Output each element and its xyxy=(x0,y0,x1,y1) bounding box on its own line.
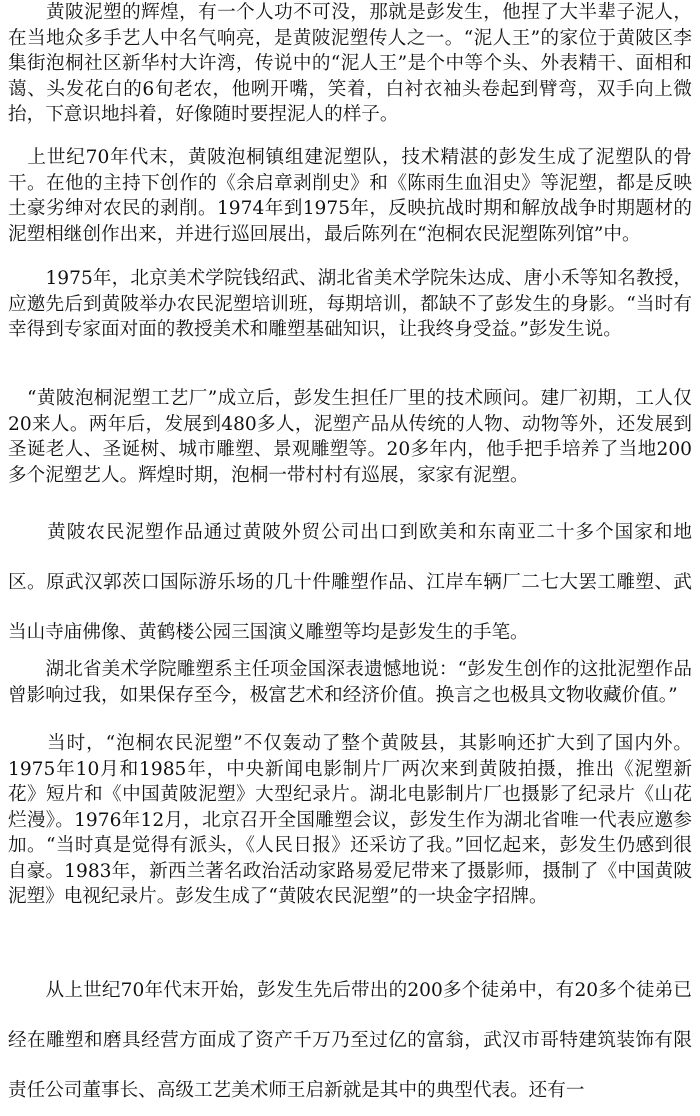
paragraph-factory-founding: “黄陂泡桐泥塑工艺厂”成立后，彭发生担任厂里的技术顾问。建厂初期，工人仅20来人。两年后，发展到480多人，泥塑产品从传统的人物、动物等外，还发展到圣诞老人、圣诞树、城市雕塑、景观雕塑等。20多年内，他手把手培养了当地200多个泥塑艺人。辉煌时期，泡桐一带村村有巡展，家家有泥塑。 xyxy=(8,388,692,486)
paragraph-1970s-sculpture-team: 上世纪70年代末，黄陂泡桐镇组建泥塑队，技术精湛的彭发生成了泥塑队的骨干。在他的主持下创作的《余启章剥削史》和《陈雨生血泪史》等泥塑，都是反映土豪劣绅对农民的剥削。1974年到1975年，反映抗战时期和解放战争时期题材的泥塑相继创作出来，并进行巡回展出，最后陈列在“泡桐农民泥塑陈列馆”中。 xyxy=(8,147,692,245)
paragraph-national-influence: 当时，“泡桐农民泥塑”不仅轰动了整个黄陂县，其影响还扩大到了国内外。1975年10月和1985年，中央新闻电影制片厂两次来到黄陂拍摄，推出《泥塑新花》短片和《中国黄陂泥塑》大型纪录片。湖北电影制片厂也摄影了纪录片《山花烂漫》。1976年12月，北京召开全国雕塑会议，彭发生作为湖北省唯一代表应邀参加。“当时真是觉得有派头，《人民日报》还采访了我。”回忆起来，彭发生仍感到很自豪。1983年，新西兰著名政治活动家路易爱尼带来了摄影师，摄制了《中国黄陂泥塑》电视纪录片。彭发生成了“黄陂农民泥塑”的一块金字招牌。 xyxy=(8,733,692,907)
paragraph-apprentices: 从上世纪70年代末开始，彭发生先后带出的200多个徒弟中，有20多个徒弟已经在雕塑和磨具经营方面成了资产千万乃至过亿的富翁，武汉市哥特建筑装饰有限责任公司董事长、高级工艺美术师王启新就是其中的典型代表。还有一 xyxy=(8,980,692,1101)
paragraph-1975-training: 1975年，北京美术学院钱绍武、湖北省美术学院朱达成、唐小禾等知名教授，应邀先后到黄陂举办农民泥塑培训班，每期培训，都缺不了彭发生的身影。“当时有幸得到专家面对面的教授美术和雕塑基础知识，让我终身受益。”彭发生说。 xyxy=(8,268,692,340)
paragraph-exports: 黄陂农民泥塑作品通过黄陂外贸公司出口到欧美和东南亚二十多个国家和地区。原武汉郭茨口国际游乐场的几十件雕塑作品、江岸车辆厂二七大罢工雕塑、武当山寺庙佛像、黄鹤楼公园三国演义雕塑等均是彭发生的手笔。 xyxy=(8,522,692,643)
paragraph-peng-fasheng-intro: 黄陂泥塑的辉煌，有一个人功不可没，那就是彭发生，他捏了大半辈子泥人，在当地众多手艺人中名气响亮，是黄陂泥塑传人之一。“泥人王”的家位于黄陂区李集街泡桐社区新华村大许湾，传说中的“泥人王”是个中等个头、外表精干、面相和蔼、头发花白的6旬老农，他咧开嘴，笑着，白衬衣袖头卷起到臂弯，双手向上微抬，下意识地抖着，好像随时要捏泥人的样子。 xyxy=(8,2,692,125)
paragraph-expert-comment: 湖北省美术学院雕塑系主任项金国深表遗憾地说：“彭发生创作的这批泥塑作品曾影响过我，如果保存至今，极富艺术和经济价值。换言之也极具文物收藏价值。” xyxy=(8,659,692,706)
